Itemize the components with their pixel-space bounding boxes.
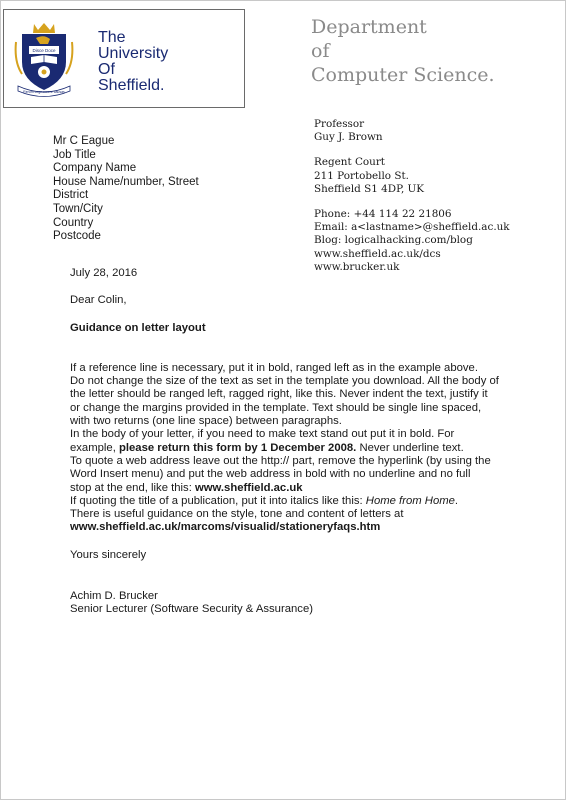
italic-publication-title: Home from Home — [365, 494, 455, 507]
letter-subject: Guidance on letter layout — [70, 321, 206, 334]
sender-website: www.brucker.uk — [314, 260, 400, 273]
body-text: Never underline text. — [356, 441, 464, 454]
body-text: If quoting the title of a publication, put it into italics like this: — [70, 494, 366, 507]
recipient-line: Job Title — [53, 148, 96, 161]
sender-title: Professor — [314, 118, 365, 130]
letter-salutation: Dear Colin, — [70, 294, 127, 307]
body-text: stop at the end, like this: — [70, 481, 195, 494]
recipient-address — [53, 135, 273, 244]
university-logo — [3, 9, 245, 108]
body-line — [70, 495, 525, 508]
recipient-line: Mr C Eague — [53, 135, 115, 147]
body-line: Word Insert menu) and put the web address in bold with no underline and no full — [70, 468, 471, 481]
body-line — [70, 482, 525, 495]
recipient-line: Town/City — [53, 202, 103, 215]
department-title — [311, 15, 561, 87]
crest-banner-text: Disce Doce — [32, 48, 56, 53]
university-name — [98, 30, 238, 94]
sender-name: Guy J. Brown — [314, 131, 383, 144]
sender-blog: Blog: logicalhacking.com/blog — [314, 234, 473, 247]
spacer — [314, 144, 564, 156]
bold-guidance-url: www.sheffield.ac.uk/marcoms/visualid/stationeryfaqs.htm — [70, 521, 381, 534]
sender-address-line: 211 Portobello St. — [314, 169, 409, 182]
recipient-line: Company Name — [53, 162, 137, 175]
recipient-line: House Name/number, Street — [53, 175, 199, 188]
department-title-line: Department — [311, 16, 427, 38]
letter-closing: Yours sincerely — [70, 548, 147, 561]
sender-address-line: Regent Court — [314, 156, 385, 169]
sender-phone: Phone: +44 114 22 21806 — [314, 208, 452, 221]
body-line: Do not change the size of the text as set in the template you download. All the body of — [70, 375, 499, 388]
bold-deadline: please return this form by 1 December 2008. — [118, 441, 357, 454]
university-name-line: The — [98, 29, 126, 46]
letter-body — [70, 362, 525, 535]
recipient-line: Postcode — [53, 230, 101, 243]
department-title-line: of — [311, 40, 330, 62]
sender-website: www.sheffield.ac.uk/dcs — [314, 247, 441, 260]
body-line: To quote a web address leave out the http:// part, remove the hyperlink (by using the — [70, 454, 491, 467]
body-line: the letter should be ranged left, ragged right, like this. Never indent the text, justify it — [70, 388, 488, 401]
sender-email: Email: a<lastname>@sheffield.ac.uk — [314, 221, 510, 234]
letter-content — [70, 267, 525, 617]
spacer — [314, 196, 564, 208]
university-name-line: Of — [98, 61, 115, 78]
body-text: example, — [70, 441, 119, 454]
body-line — [70, 442, 525, 455]
motto-ribbon-text: Rerum cognoscere causas — [23, 90, 65, 94]
body-line: There is useful guidance on the style, tone and content of letters at — [70, 508, 404, 521]
recipient-line: Country — [53, 216, 94, 229]
university-name-line: Sheffield. — [98, 77, 165, 94]
signatory-name: Achim D. Brucker — [70, 590, 158, 603]
letter-date: July 28, 2016 — [70, 267, 138, 279]
body-line: with two returns (one line space) between paragraphs. — [70, 415, 342, 428]
sender-address-line: Sheffield S1 4DP, UK — [314, 182, 425, 195]
body-line: or change the margins provided in the template. Text should be single line spaced, — [70, 401, 482, 414]
signature-block — [70, 590, 525, 617]
body-text: . — [454, 494, 459, 507]
university-crest-icon — [14, 22, 74, 98]
body-line: If a reference line is necessary, put it in bold, ranged left as in the example above. — [70, 361, 478, 374]
sender-block — [314, 118, 564, 274]
recipient-line: District — [53, 189, 89, 202]
body-line — [70, 521, 525, 534]
body-line: In the body of your letter, if you need to make text stand out put it in bold. For — [70, 428, 455, 441]
signatory-title: Senior Lecturer (Software Security & Assurance) — [70, 603, 313, 616]
bold-web-address: www.sheffield.ac.uk — [194, 481, 303, 494]
department-title-line: Computer Science. — [311, 64, 495, 86]
university-name-line: University — [98, 45, 169, 62]
